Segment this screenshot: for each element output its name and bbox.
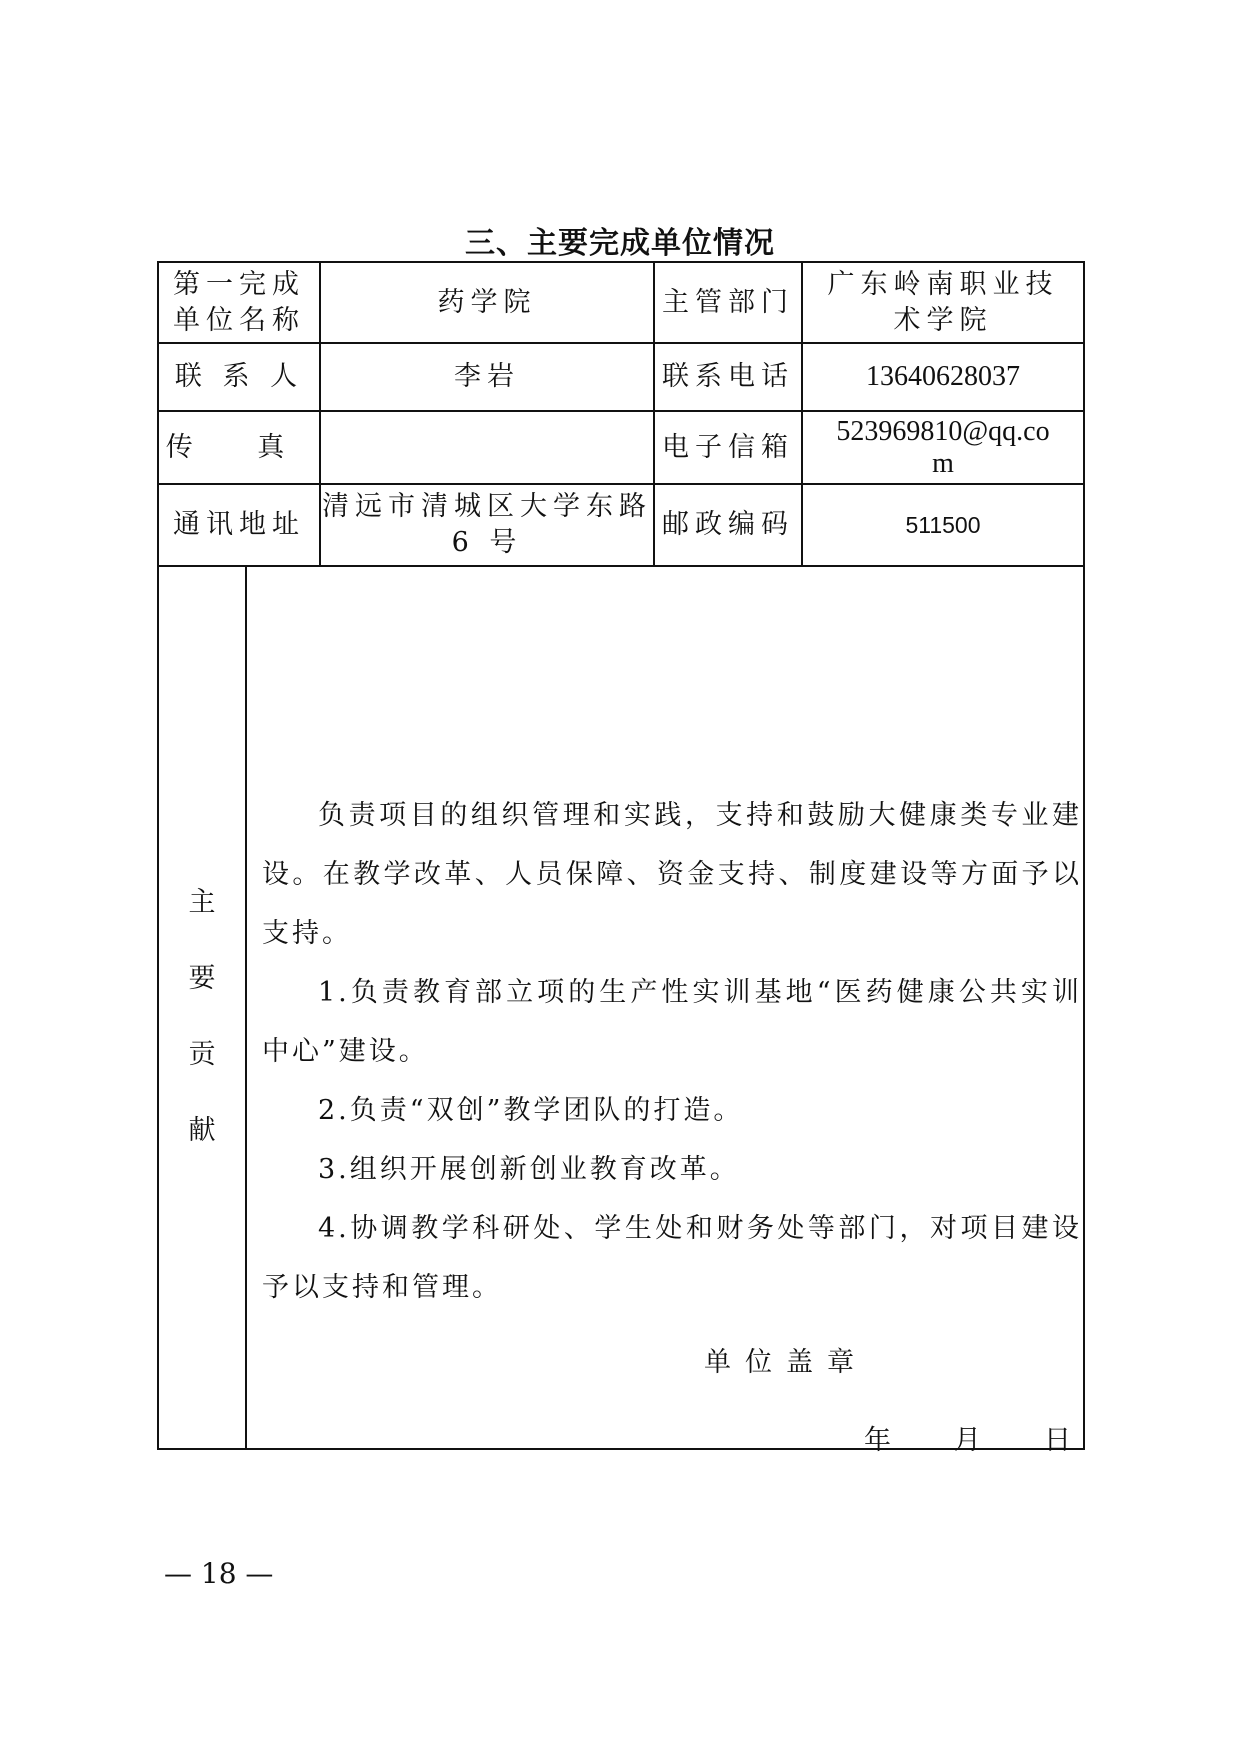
unit-name-label bbox=[158, 262, 320, 343]
phone-value: 13640628037 bbox=[866, 361, 1020, 392]
contribution-label-char: 要 bbox=[188, 963, 216, 994]
date-day: 日 bbox=[1044, 1425, 1071, 1456]
fax-value bbox=[320, 411, 654, 484]
date-year: 年 bbox=[864, 1425, 891, 1456]
contact-value: 李岩 bbox=[454, 361, 520, 392]
contribution-label bbox=[158, 880, 246, 1184]
dept-value bbox=[802, 262, 1084, 343]
address-value bbox=[320, 484, 654, 566]
dept-line2: 术学院 bbox=[893, 304, 993, 336]
email-line1: 523969810@qq.co bbox=[836, 415, 1050, 447]
dept-line1: 广东岭南职业技 bbox=[827, 268, 1059, 300]
dept-label: 主管部门 bbox=[662, 286, 794, 318]
contribution-paragraph: 4.协调教学科研处、学生处和财务处等部门，对项目建设予以支持和管理。 bbox=[262, 1213, 1082, 1303]
contribution-label-char: 献 bbox=[188, 1115, 216, 1146]
contribution-label-char: 贡 bbox=[188, 1039, 216, 1070]
email-value bbox=[802, 411, 1084, 484]
contribution-text bbox=[262, 786, 1082, 1317]
email-label: 电子信箱 bbox=[662, 431, 794, 463]
date-line bbox=[864, 1418, 1071, 1457]
section-title: 三、主要完成单位情况 bbox=[465, 226, 775, 261]
contribution-paragraph: 2.负责“双创”教学团队的打造。 bbox=[318, 1095, 744, 1126]
fax-label: 传 真 bbox=[165, 431, 313, 463]
email-line2: m bbox=[932, 447, 954, 479]
address-line2: 6 号 bbox=[451, 527, 523, 558]
contribution-label-char: 主 bbox=[188, 887, 216, 918]
address-line1: 清远市清城区大学东路 bbox=[322, 491, 652, 522]
contribution-paragraph: 3.组织开展创新创业教育改革。 bbox=[318, 1154, 740, 1185]
unit-seal-label: 单位盖章 bbox=[704, 1347, 868, 1378]
zip-label: 邮政编码 bbox=[662, 509, 794, 540]
contribution-paragraph: 1.负责教育部立项的生产性实训基地“医药健康公共实训中心”建设。 bbox=[262, 977, 1082, 1067]
unit-name-label-line1: 第一完成 bbox=[173, 268, 305, 300]
contact-label: 联 系 人 bbox=[174, 361, 304, 392]
contribution-paragraph: 负责项目的组织管理和实践，支持和鼓励大健康类专业建设。在教学改革、人员保障、资金支持、制度建设等方面予以支持。 bbox=[262, 800, 1082, 949]
date-month: 月 bbox=[954, 1425, 981, 1456]
zip-value: 511500 bbox=[905, 512, 981, 538]
unit-name-value: 药学院 bbox=[437, 286, 537, 318]
phone-label: 联系电话 bbox=[662, 361, 794, 392]
address-label: 通讯地址 bbox=[173, 509, 305, 540]
unit-name-label-line2: 单位名称 bbox=[173, 304, 305, 336]
page-number: — 18 — bbox=[164, 1557, 274, 1590]
